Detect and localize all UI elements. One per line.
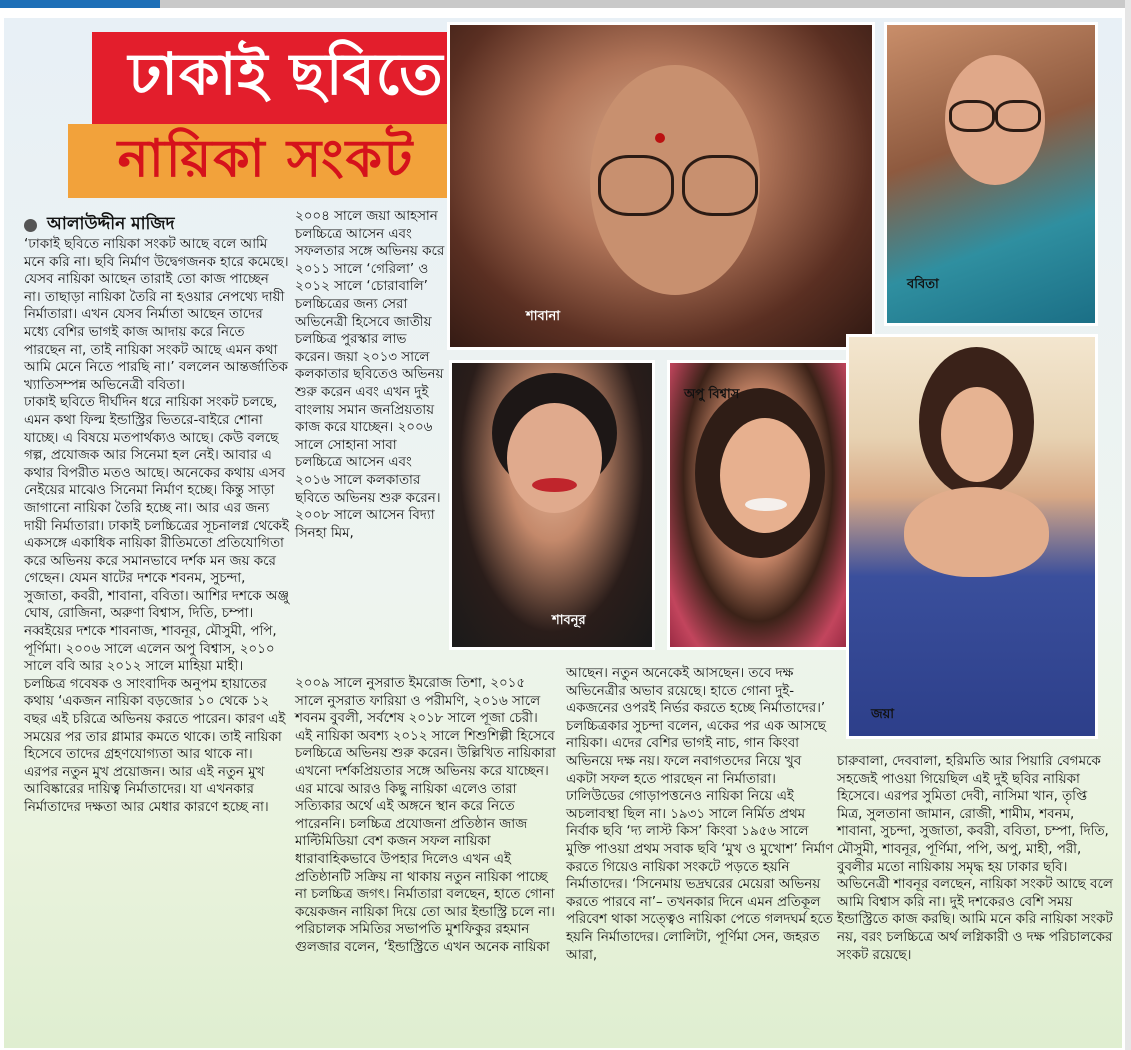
glasses-right — [682, 155, 758, 216]
shoulders-shape — [904, 487, 1049, 577]
portrait-face — [941, 387, 1013, 482]
glasses-right — [995, 100, 1041, 132]
photo-shabana — [447, 22, 875, 350]
top-bar — [0, 0, 1131, 8]
caption-apu-biswas: অপু বিশ্বাস — [684, 387, 740, 402]
article-column-4 — [837, 753, 1113, 964]
glasses-left — [598, 155, 674, 216]
caption-shabana: শাবানা — [526, 309, 560, 324]
paragraph: চারুবালা, দেববালা, হরিমতি আর পিয়ারি বেগমকে সহজেই পাওয়া গিয়েছিল এই দুই ছবির নায়িকা হিসেবে। এরপর সুমিতা দেবী, নাসিমা খান, তৃপ্তি মিত্র, সুলতানা জামান, রোজী, শামীম, শবনম, শাবানা, সুচন্দা, সুজাতা, কবরী, ববিতা, চম্পা, দিতি, মৌসুমী, শাবনূর, পূর্ণিমা, পপি, অপু, মাহী, পরী, বুবলীর মতো নায়িকায় সমৃদ্ধ হয় ঢাকার ছবি। — [837, 754, 1109, 875]
article-column-2 — [295, 208, 445, 542]
bullet-icon — [24, 219, 37, 232]
caption-bobita: ববিতা — [907, 277, 939, 292]
article-column-2-continued — [295, 675, 557, 957]
paragraph: ২০০৯ সালে নুসরাত ইমরোজ তিশা, ২০১৫ সালে নুসরাত ফারিয়া ও পরীমণি, ২০১৬ সালে শবনম বুবলী, সর্বশেষ ২০১৮ সালে পূজা চেরী। এই নায়িকা অবশ্য ২০১২ সালে শিশুশিল্পী হিসেবে চলচ্চিত্রে অভিনয় শুরু করেন। উল্লিখিত নায়িকারা এখনো দর্শকপ্রিয়তার সঙ্গে অভিনয় করে যাচ্ছেন। এর মাঝে আরও কিছু নায়িকা এলেও তারা সত্যিকার অর্থে এই অঙ্গনে স্থান করে নিতে পারেননি। চলচ্চিত্র প্রযোজনা প্রতিষ্ঠান জাজ মাল্টিমিডিয়া বেশ কজন সফল নায়িকা ধারাবাহিকভাবে উপহার দিলেও এখন এই প্রতিষ্ঠানটি সক্রিয় না থাকায় নতুন নায়িকা পাচ্ছে না চলচ্চিত্র জগৎ। নির্মাতারা বলছেন, হাতে গোনা কয়েকজন নায়িকা দিয়ে তো আর ইন্ডাস্ট্রি চলে না। পরিচালক সমিতির সভাপতি মুশফিকুর রহমান গুলজার বলেন, ‘ইন্ডাস্ট্রিতে এখন অনেক নায়িকা — [295, 676, 556, 955]
photo-apu-biswas — [667, 360, 849, 650]
smile-shape — [532, 478, 577, 492]
author-name: আলাউদ্দীন মাজিদ — [47, 214, 175, 234]
photo-bobita — [884, 22, 1098, 326]
smile-shape — [745, 498, 787, 511]
caption-shabnur: শাবনূর — [552, 613, 586, 628]
paragraph: অভিনেত্রী শাবনূর বলছেন, নায়িকা সংকট আছে বলে আমি বিশ্বাস করি না। দুই দশকেরও বেশি সময় ইন্ডাস্ট্রিতে কাজ করছি। আমি মনে করি নায়িকা সংকট নয়, বরং চলচ্চিত্রে অর্থ লগ্নিকারী ও দক্ষ পরিচালকের সংকট রয়েছে। — [837, 877, 1113, 963]
portrait-face — [720, 418, 810, 533]
glasses-left — [949, 100, 995, 132]
article-column-3 — [566, 665, 834, 964]
caption-joya: জয়া — [871, 707, 895, 722]
photo-joya — [846, 334, 1098, 739]
top-bar-accent — [0, 0, 160, 8]
article-column-1 — [24, 236, 289, 817]
byline — [24, 211, 175, 239]
newspaper-page — [4, 18, 1122, 1048]
paragraph: ২০০৪ সালে জয়া আহসান চলচ্চিত্রে আসেন এবং সফলতার সঙ্গে অভিনয় করে ২০১১ সালে ‘গেরিলা’ ও ২০১২ সালে ‘চোরাবালি’ চলচ্চিত্রের জন্য সেরা অভিনেত্রী হিসেবে জাতীয় চলচ্চিত্র পুরস্কার লাভ করেন। জয়া ২০১৩ সালে কলকাতার ছবিতেও অভিনয় শুরু করেন এবং এখন দুই বাংলায় সমান জনপ্রিয়তায় কাজ করে যাচ্ছেন। ২০০৬ সালে সোহানা সাবা চলচ্চিত্রে আসেন এবং ২০১৬ সালে কলকাতার ছবিতে অভিনয় শুরু করেন। ২০০৮ সালে আসেন বিদ্যা সিনহা মিম, — [295, 209, 445, 541]
photo-shabnur — [449, 360, 655, 650]
paragraph: ‘ঢাকাই ছবিতে নায়িকা সংকট আছে বলে আমি মনে করি না। ছবি নির্মাণ উদ্বেগজনক হারে কমেছে। যেসব নায়িকা আছেন তারাই তো কাজ পাচ্ছেন না। তাছাড়া নায়িকা তৈরি না হওয়ার নেপথ্যে দায়ী নির্মাতারা। এখন যেসব নির্মাতা আছেন তাদের মধ্যে বেশির ভাগই কাজ আদায় করে নিতে পারছেন না, তাই নায়িকা সংকট আছে এমন কথা আমি মেনে নিতে পারছি না।’ বললেন আন্তর্জাতিক খ্যাতিসম্পন্ন অভিনেত্রী ববিতা। — [24, 237, 289, 393]
portrait-face — [507, 403, 602, 513]
bindi-dot — [655, 133, 665, 143]
paragraph: ঢাকাই ছবিতে দীর্ঘদিন ধরে নায়িকা সংকট চলছে, এমন কথা ফিল্ম ইন্ডাস্ট্রির ভিতরে-বাইরে শোনা যাচ্ছে। এ বিষয়ে মতপার্থক্যও আছে। কেউ বলছে গল্প, প্রযোজক আর সিনেমা হল নেই। আবার এ কথার বিপরীত মতও আছে। অনেকের কথায় এসব নেইয়ের মাঝেও সিনেমা নির্মাণ হচ্ছে। কিন্তু সাড়া জাগানো নায়িকা তৈরি হচ্ছে না। আর এর জন্য দায়ী নির্মাতারা। ঢাকাই চলচ্চিত্রের সূচনালগ্ন থেকেই একসঙ্গে একাধিক নায়িকা রীতিমতো প্রতিযোগিতা করে অভিনয় করে সমানভাবে দর্শক মন জয় করে গেছেন। যেমন ষাটের দশকে শবনম, সুচন্দা, সুজাতা, কবরী, শাবানা, ববিতা। আশির দশকে অঞ্জু ঘোষ, রোজিনা, অরুণা বিশ্বাস, দিতি, চম্পা। নব্বইয়ের দশকে শাবনাজ, শাবনূর, মৌসুমী, পপি, পূর্ণিমা। ২০০৬ সালে এলেন অপু বিশ্বাস, ২০১০ সালে ববি আর ২০১২ সালে মাহিয়া মাহী। চলচ্চিত্র গবেষক ও সাংবাদিক অনুপম হায়াতের কথায় ‘একজন নায়িকা বড়জোর ১০ থেকে ১২ বছর এই চরিত্রে অভিনয় করতে পারেন। কারণ এই সময়ের পর তার গ্লামার কমতে থাকে। তাই নায়িকা হিসেবে তাদের গ্রহণযোগ্যতা আর থাকে না। এরপর নতুন মুখ প্রয়োজন। আর এই নতুন মুখ আবিষ্কারের দায়িত্ব নির্মাতাদের। যা এখনকার নির্মাতাদের দক্ষতা আর মেধার কারণে হচ্ছে না। — [24, 395, 289, 815]
paragraph: আছেন। নতুন অনেকেই আসছেন। তবে দক্ষ অভিনেত্রীর অভাব রয়েছে। হাতে গোনা দুই-একজনের ওপরই নির্ভর করতে হচ্ছে নির্মাতাদের।’ চলচ্চিত্রকার সুচন্দা বলেন, একের পর এক আসছে নায়িকা। এদের বেশির ভাগই নাচ, গান কিংবা অভিনয়ে দক্ষ নয়। ফলে নবাগতদের নিয়ে খুব একটা সফল হতে পারছেন না নির্মাতারা। ঢালিউডের গোড়াপত্তনেও নায়িকা নিয়ে এই অচলাবস্থা ছিল না। ১৯৩১ সালে নির্মিত প্রথম নির্বাক ছবি ‘দ্য লাস্ট কিস’ কিংবা ১৯৫৬ সালে মুক্তি পাওয়া প্রথম সবাক ছবি ‘মুখ ও মুখোশ’ নির্মাণ করতে গিয়েও নায়িকা সংকটে পড়তে হয়নি নির্মাতাদের। ‘সিনেমায় ভদ্রঘরের মেয়েরা অভিনয় করতে পারবে না’– তখনকার দিনে এমন প্রতিকূল পরিবেশ থাকা সত্ত্বেও নায়িকা পেতে গলদঘর্ম হতে হয়নি নির্মাতাদের। লোলিটা, পূর্ণিমা সেন, জহরত আরা, — [566, 666, 834, 963]
scrollbar-track[interactable] — [1125, 0, 1131, 1050]
headline-line-1: ঢাকাই ছবিতে — [92, 32, 480, 124]
headline-line-2: নায়িকা সংকট — [68, 124, 464, 198]
